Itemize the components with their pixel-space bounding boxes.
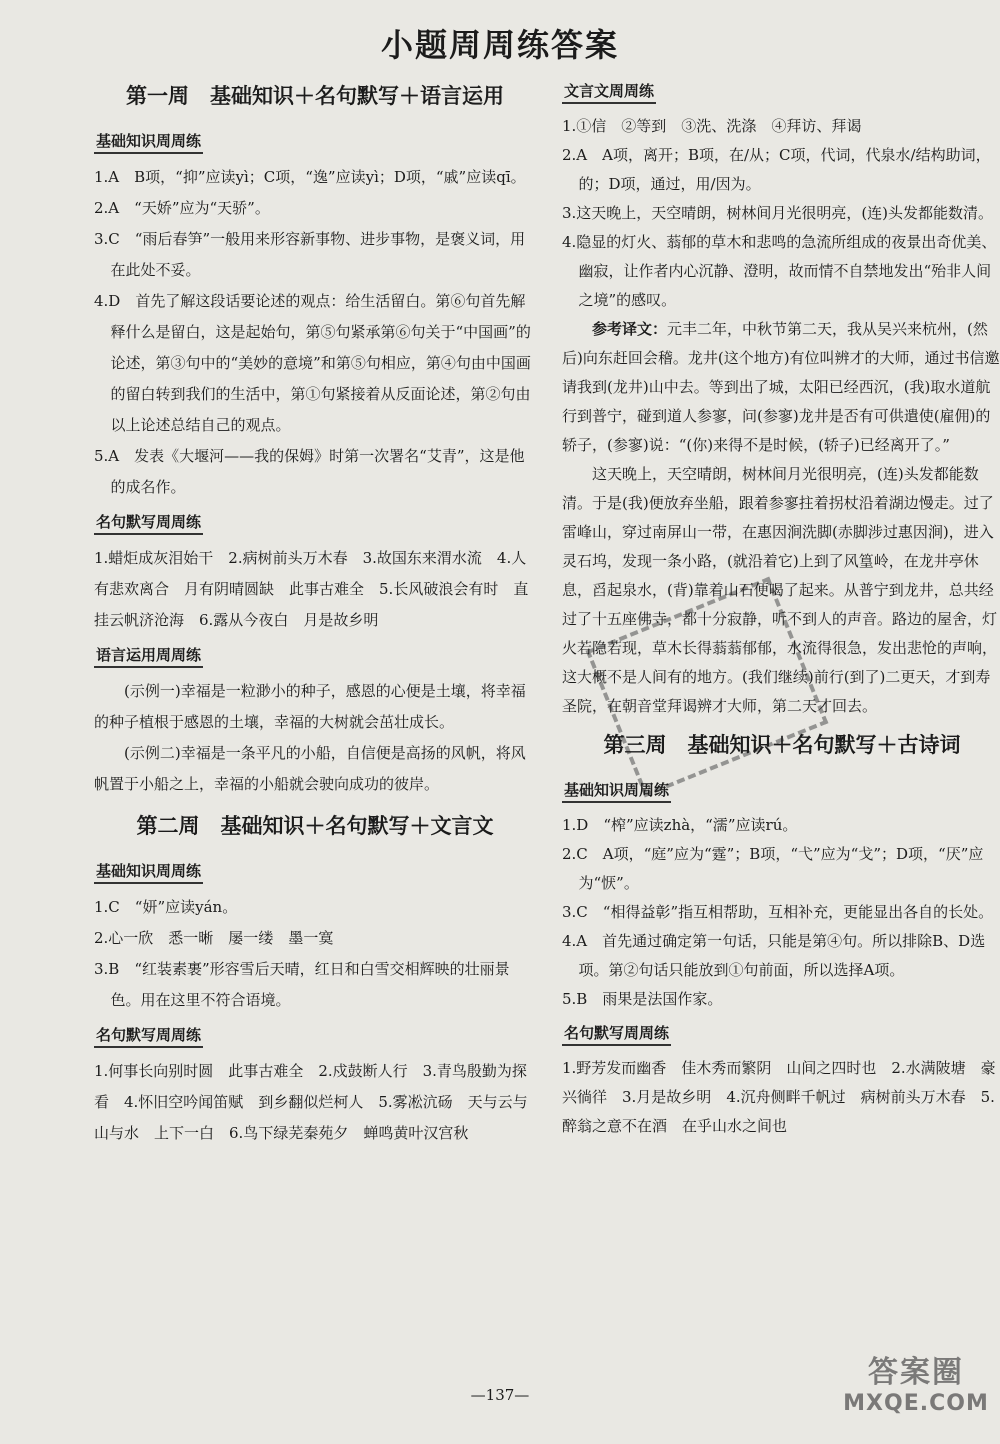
answer-item: 1.何事长向别时圆 此事古难全 2.戍鼓断人行 3.青鸟殷勤为探看 4.怀旧空吟闻笛赋 到乡翻似烂柯人 5.雾凇沆砀 天与云与山与水 上下一白 6.鸟下绿芜秦苑夕 蝉鸣黄叶汉宫秋 [94, 1062, 528, 1142]
week1-basics [94, 162, 536, 503]
translation-label: 参考译文： [592, 320, 668, 338]
answer-item: 4.A 首先通过确定第一句话，只能是第④句。所以排除B、D选项。第②句话只能放到①句前面，所以选择A项。 [562, 932, 986, 979]
week1-language [94, 676, 536, 800]
week1-language-title: 语言运用周周练 [94, 644, 203, 668]
watermark-cn: 答案圈 [868, 1355, 964, 1390]
answer-item: 1.蜡炬成灰泪始干 2.病树前头万木春 3.故国东来渭水流 4.人有悲欢离合 月有阴晴圆缺 此事古难全 5.长风破浪会有时 直挂云帆济沧海 6.露从今夜白 月是故乡明 [94, 549, 529, 629]
week2-title: 第二周 基础知识＋名句默写＋文言文 [136, 814, 494, 838]
week2-classical-title: 文言文周周练 [562, 80, 656, 104]
answer-item: 1.D “榨”应读zhà，“濡”应读rú。 [562, 816, 798, 834]
answer-item: 5.A 发表《大堰河——我的保姆》时第一次署名“艾青”，这是他的成名作。 [94, 447, 525, 496]
week1-title: 第一周 基础知识＋名句默写＋语言运用 [126, 84, 504, 108]
week3-basics [562, 811, 1000, 1014]
answer-item: 1.A B项，“抑”应读yì；C项，“逸”应读yì；D项，“戚”应读qī。 [94, 168, 526, 186]
week2-basics-title: 基础知识周周练 [94, 860, 203, 884]
week3-quotes-title: 名句默写周周练 [562, 1022, 671, 1046]
answer-item: 1.①信 ②等到 ③洗、洗涤 ④拜访、拜谒 [562, 117, 862, 135]
week1-quotes [94, 543, 536, 636]
answer-item: 1.野芳发而幽香 佳木秀而繁阴 山间之四时也 2.水满陂塘 豪兴徜徉 3.月是故乡明 4.沉舟侧畔千帆过 病树前头万木春 5.醉翁之意不在酒 在乎山水之间也 [562, 1059, 996, 1135]
answer-item: 1.C “妍”应读yán。 [94, 898, 238, 916]
right-column [562, 78, 1000, 1141]
left-column [94, 78, 536, 1149]
watermark-en: MXQE.COM [843, 1391, 989, 1416]
answer-item: (示例一)幸福是一粒渺小的种子，感恩的心便是土壤，将幸福的种子植根于感恩的土壤，幸福的大树就会茁壮成长。 [94, 682, 526, 731]
answer-item: 4.D 首先了解这段话要论述的观点：给生活留白。第⑥句首先解释什么是留白，这是起始句，第⑤句紧承第⑥句关于“中国画”的论述，第③句中的“美妙的意境”和第⑤句相应，第④句由中国画的留白转到我们的生活中，第①句紧接着从反面论述，第②句由以上论述总结自己的观点。 [94, 292, 531, 434]
week2-quotes [94, 1056, 536, 1149]
week3-quotes [562, 1054, 1000, 1141]
page-title: 小题周周练答案 [380, 26, 619, 64]
watermark-logo [836, 1347, 996, 1437]
answer-item: 3.B “红装素裹”形容雪后天晴，红日和白雪交相辉映的壮丽景色。用在这里不符合语境。 [94, 960, 510, 1009]
translation-text: 元丰二年，中秋节第二天，我从吴兴来杭州，(然后)向东赶回会稽。龙井(这个地方)有位叫辨才的大师，通过书信邀请我到(龙井)山中去。等到出了城，太阳已经西沉，(我)取水道航行到普宁，碰到道人参寥，问(参寥)龙井是否有可供遣使(雇佣)的轿子，(参寥)说：“(你)来得不是时候，(轿子)已经离开了。” [562, 320, 1000, 454]
answer-item: 2.A A项，离开；B项，在/从；C项，代词，代泉水/结构助词，的；D项，通过，用/因为。 [562, 146, 991, 193]
answer-item: 3.这天晚上，天空晴朗，树林间月光很明亮，(连)头发都能数清。 [562, 204, 994, 222]
answer-item: 3.C “雨后春笋”一般用来形容新事物、进步事物，是褒义词，用在此处不妥。 [94, 230, 526, 279]
answer-item: 5.B 雨果是法国作家。 [562, 990, 723, 1008]
week3-basics-title: 基础知识周周练 [562, 779, 671, 803]
answer-item: 2.心一欣 悉一晰 屡一缕 墨一寞 [94, 929, 334, 947]
answer-item: (示例二)幸福是一条平凡的小船，自信便是高扬的风帆，将风帆置于小船之上，幸福的小船就会驶向成功的彼岸。 [94, 744, 526, 793]
week2-classical [562, 112, 1000, 721]
week1-quotes-title: 名句默写周周练 [94, 511, 203, 535]
answer-item: 2.C A项，“庭”应为“霆”；B项，“弋”应为“戈”；D项，“厌”应为“恹”。 [562, 845, 984, 892]
page-number: —137— [470, 1386, 530, 1404]
answer-item: 2.A “天娇”应为“天骄”。 [94, 199, 270, 217]
answer-item: 3.C “相得益彰”指互相帮助，互相补充，更能显出各自的长处。 [562, 903, 994, 921]
translation-paragraph: 这天晚上，天空晴朗，树林间月光很明亮，(连)头发都能数清。于是(我)便放弃坐船，跟着参寥拄着拐杖沿着湖边慢走。过了雷峰山，穿过南屏山一带，在惠因涧洗脚(赤脚涉过惠因涧)，进入灵石坞，发现一条小路，(就沿着它)上到了风篁岭，在龙井亭休息，舀起泉水，(背)靠着山石便喝了起来。从普宁到龙井，总共经过了十五座佛寺，都十分寂静，听不到人的声音。路边的屋舍，灯火若隐若现，草木长得蓊蓊郁郁，水流得很急，发出悲怆的声响，这大概不是人间有的地方。(我们继续)前行(到了)二更天，才到寿圣院，在朝音堂拜谒辨才大师，第二天才回去。 [562, 465, 998, 715]
week2-quotes-title: 名句默写周周练 [94, 1024, 203, 1048]
week3-title: 第三周 基础知识＋名句默写＋古诗词 [603, 733, 961, 757]
week2-basics [94, 892, 536, 1016]
translation-paragraph [562, 315, 1000, 460]
week1-basics-title: 基础知识周周练 [94, 130, 203, 154]
answer-item: 4.隐显的灯火、蓊郁的草木和悲鸣的急流所组成的夜景出奇优美、幽寂，让作者内心沉静、澄明，故而情不自禁地发出“殆非人间之境”的感叹。 [562, 233, 997, 309]
